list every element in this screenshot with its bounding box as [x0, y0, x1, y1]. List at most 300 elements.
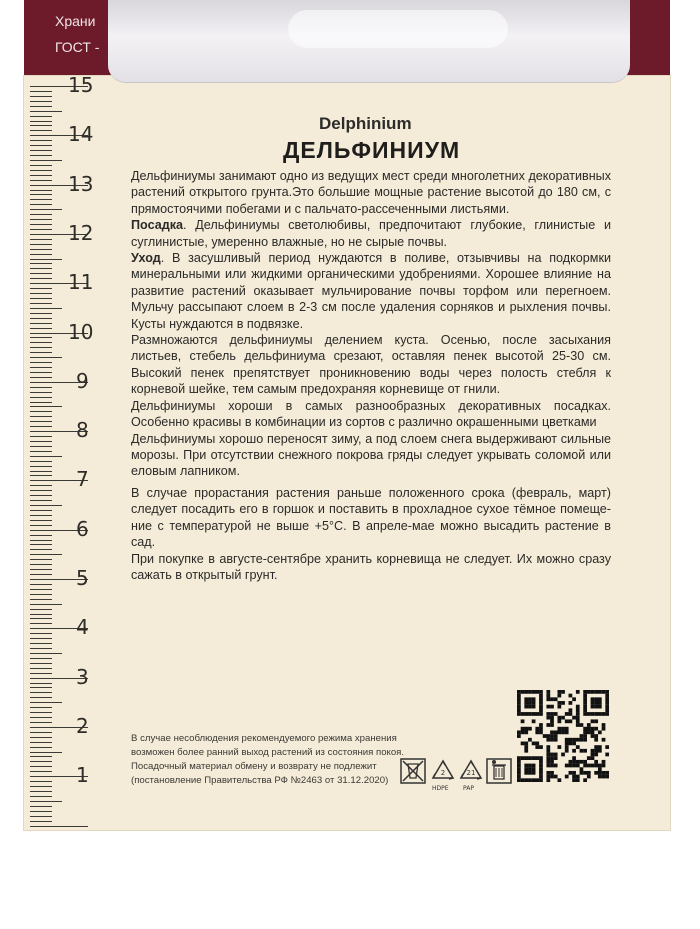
qr-module — [528, 764, 532, 768]
qr-module — [591, 730, 595, 734]
ruler-tick — [30, 347, 52, 348]
qr-module — [535, 756, 539, 760]
qr-module — [546, 745, 550, 749]
care-label: Уход — [131, 251, 161, 266]
qr-module — [521, 730, 525, 734]
qr-module — [583, 730, 587, 734]
qr-module — [554, 730, 558, 734]
qr-module — [550, 760, 554, 764]
qr-module — [565, 712, 569, 716]
qr-module — [539, 764, 543, 768]
ruler-tick — [30, 111, 62, 112]
ruler-tick — [30, 811, 52, 812]
qr-module — [594, 712, 598, 716]
qr-module — [546, 716, 550, 720]
qr-module — [591, 749, 595, 753]
qr-module — [580, 738, 584, 742]
ruler-tick — [30, 461, 52, 462]
ruler-tick — [30, 175, 52, 176]
qr-module — [535, 742, 539, 746]
qr-module — [554, 756, 558, 760]
ruler-tick — [30, 397, 52, 398]
qr-module — [550, 738, 554, 742]
ruler-tick — [30, 466, 52, 467]
description-intro: Дельфиниумы занимают одно из ведущих мест среди многолетних декоративных растений открытого грунта.Это большие мощные растение высотой до 180 см, с прямостоячими побегами и с пальчато-рассеченными листьями. — [131, 169, 611, 216]
qr-module — [605, 712, 609, 716]
sleeve-highlight — [288, 10, 508, 48]
qr-module — [521, 727, 525, 731]
qr-module — [583, 701, 587, 705]
qr-module — [583, 697, 587, 701]
qr-module — [517, 697, 521, 701]
ruler-tick — [30, 268, 52, 269]
ruler-tick — [30, 485, 52, 486]
ruler-tick — [30, 298, 52, 299]
ruler-tick — [30, 500, 52, 501]
qr-module — [521, 756, 525, 760]
qr-module — [580, 771, 584, 775]
qr-module — [602, 764, 606, 768]
qr-module — [569, 712, 573, 716]
propagation-paragraph: Размножаются дельфиниумы делением куста. Осенью, после засыхания листьев, стебель дельфиниума срезают, оставляя пенек высотой 25-30 см. Высокий пенек препятствует проникновению воды через полость стебля к корневой шейке, тем самым предохраняя корневище от гнили. — [131, 333, 611, 397]
qr-module — [532, 697, 536, 701]
qr-module — [594, 764, 598, 768]
ruler-tick — [30, 648, 52, 649]
qr-module — [602, 738, 606, 742]
ruler-tick — [30, 781, 52, 782]
ruler-tick — [30, 303, 52, 304]
ruler-tick — [30, 180, 52, 181]
ruler-tick — [30, 633, 52, 634]
qr-module — [528, 767, 532, 771]
qr-module — [565, 719, 569, 723]
qr-module — [569, 771, 573, 775]
no-glass-icon — [400, 758, 426, 784]
ruler-tick — [30, 337, 52, 338]
qr-module — [598, 749, 602, 753]
ruler-tick — [30, 771, 52, 772]
qr-module — [535, 727, 539, 731]
qr-module — [539, 760, 543, 764]
qr-module — [524, 767, 528, 771]
qr-module — [594, 734, 598, 738]
qr-module — [550, 723, 554, 727]
ruler-tick — [30, 116, 52, 117]
qr-module — [591, 756, 595, 760]
qr-module — [539, 756, 543, 760]
qr-module — [546, 705, 550, 709]
qr-module — [572, 716, 576, 720]
ruler-tick — [30, 549, 52, 550]
ruler-label: 15 — [68, 73, 94, 97]
ruler-tick — [30, 584, 52, 585]
pap-number: 21 — [466, 769, 476, 777]
qr-module — [598, 697, 602, 701]
qr-module — [565, 727, 569, 731]
ruler-tick — [30, 160, 62, 161]
ruler-tick — [30, 318, 52, 319]
qr-module — [576, 778, 580, 782]
qr-module — [528, 756, 532, 760]
qr-module — [524, 697, 528, 701]
russian-title: ДЕЛЬФИНИУМ — [283, 137, 461, 163]
ruler-tick — [30, 742, 52, 743]
qr-module — [587, 775, 591, 779]
qr-module — [591, 697, 595, 701]
qr-module — [550, 764, 554, 768]
ruler-tick — [30, 402, 52, 403]
qr-module — [524, 712, 528, 716]
ruler-tick — [30, 145, 52, 146]
qr-module — [594, 697, 598, 701]
qr-module — [535, 730, 539, 734]
ruler-tick — [30, 259, 62, 260]
qr-module — [580, 760, 584, 764]
qr-module — [539, 690, 543, 694]
ruler-tick — [30, 658, 52, 659]
care-text: . В засушливый период нуждаются в поливе, отзывчивы на подкормки минеральными или жидкими органическими удобрениями. Хорошее влияние на развитие растений оказывает мульчирование почвы торфом или перегноем. Мульчу рассыпают слоем в 2-3 см после удаления сорняков и рыхления почвы. Кусты нуждаются в подвязке. — [131, 251, 611, 331]
ruler-tick — [30, 515, 52, 516]
ruler-tick — [30, 574, 52, 575]
ruler-tick — [30, 618, 52, 619]
qr-module — [576, 775, 580, 779]
qr-module — [572, 756, 576, 760]
qr-module — [583, 727, 587, 731]
trash-bin-icon — [486, 758, 512, 784]
qr-module — [569, 738, 573, 742]
qr-module — [565, 745, 569, 749]
ruler-tick — [30, 702, 62, 703]
qr-module — [583, 771, 587, 775]
qr-module — [594, 738, 598, 742]
qr-module — [539, 745, 543, 749]
ruler-tick — [30, 140, 52, 141]
qr-module — [605, 697, 609, 701]
qr-module — [557, 716, 561, 720]
qr-module — [561, 727, 565, 731]
qr-module — [539, 723, 543, 727]
qr-module — [583, 712, 587, 716]
qr-module — [576, 705, 580, 709]
recycle-pap-icon — [458, 758, 484, 784]
ruler-tick — [30, 687, 52, 688]
qr-module — [554, 712, 558, 716]
qr-module — [572, 771, 576, 775]
qr-module — [546, 723, 550, 727]
qr-module — [572, 697, 576, 701]
ruler-tick — [30, 826, 88, 827]
ruler-tick — [30, 106, 52, 107]
ruler-tick — [30, 451, 52, 452]
early-sprouting-block — [131, 485, 611, 583]
qr-module — [605, 775, 609, 779]
qr-module — [605, 694, 609, 698]
ruler-tick — [30, 165, 52, 166]
qr-module — [605, 753, 609, 757]
qr-module — [572, 749, 576, 753]
ruler-label: 10 — [68, 319, 94, 344]
qr-module — [591, 705, 595, 709]
qr-module — [539, 771, 543, 775]
qr-module — [583, 690, 587, 694]
ruler-tick — [30, 263, 52, 264]
qr-module — [587, 730, 591, 734]
qr-module — [557, 694, 561, 698]
qr-module — [580, 767, 584, 771]
qr-module — [591, 753, 595, 757]
ruler-tick — [30, 609, 52, 610]
qr-module — [605, 705, 609, 709]
qr-module — [557, 778, 561, 782]
qr-module — [539, 727, 543, 731]
qr-module — [587, 690, 591, 694]
qr-module — [587, 756, 591, 760]
qr-module — [576, 760, 580, 764]
qr-module — [517, 690, 521, 694]
qr-module — [569, 742, 573, 746]
ruler-tick — [30, 446, 52, 447]
ruler-tick — [30, 436, 52, 437]
qr-module — [517, 778, 521, 782]
ruler-tick — [30, 244, 52, 245]
qr-module — [524, 771, 528, 775]
ruler-label: 12 — [68, 220, 94, 245]
qr-module — [524, 764, 528, 768]
qr-module — [517, 760, 521, 764]
ruler-tick — [30, 441, 52, 442]
qr-module — [546, 753, 550, 757]
qr-module — [587, 764, 591, 768]
ruler-tick — [30, 554, 62, 555]
qr-module — [557, 690, 561, 694]
qr-module — [528, 705, 532, 709]
qr-module — [521, 742, 525, 746]
qr-module — [539, 694, 543, 698]
ruler-tick — [30, 564, 52, 565]
ruler-tick — [30, 752, 62, 753]
ruler-label: 5 — [76, 566, 89, 590]
ruler-tick — [30, 288, 52, 289]
qr-module — [546, 694, 550, 698]
ruler-tick — [30, 367, 52, 368]
qr-module — [605, 690, 609, 694]
recycle-hdpe-icon — [430, 758, 456, 784]
qr-module — [524, 742, 528, 746]
ruler-tick — [30, 722, 52, 723]
ruler-tick — [30, 456, 62, 457]
ruler-tick — [30, 623, 52, 624]
qr-module — [546, 756, 550, 760]
ruler-tick — [30, 471, 52, 472]
purchase-advice-text: При покупке в августе-сентябре хранить корневища не следует. Их можно сразу сажать в открытый грунт. — [131, 551, 611, 583]
ruler-label: 4 — [76, 615, 89, 640]
qr-module — [583, 778, 587, 782]
qr-module — [605, 771, 609, 775]
ruler-tick — [30, 91, 52, 92]
qr-module — [602, 723, 606, 727]
ruler-tick — [30, 387, 52, 388]
qr-module — [557, 701, 561, 705]
qr-module — [550, 705, 554, 709]
qr-module — [594, 771, 598, 775]
qr-module — [517, 694, 521, 698]
qr-module — [546, 712, 550, 716]
qr-module — [583, 738, 587, 742]
ruler-tick — [30, 194, 52, 195]
qr-module — [598, 712, 602, 716]
qr-module — [576, 708, 580, 712]
ruler-tick — [30, 357, 62, 358]
qr-module — [587, 727, 591, 731]
band-text-line2: ГОСТ - — [55, 39, 100, 55]
ruler-tick — [30, 569, 52, 570]
qr-module — [532, 767, 536, 771]
qr-module — [546, 764, 550, 768]
qr-module — [591, 719, 595, 723]
ruler-tick — [30, 668, 52, 669]
qr-module — [535, 690, 539, 694]
ruler-tick — [30, 377, 52, 378]
qr-module — [550, 712, 554, 716]
ruler-tick — [30, 411, 52, 412]
description-block — [131, 168, 611, 480]
qr-module — [572, 742, 576, 746]
qr-module — [550, 753, 554, 757]
ruler-tick — [30, 150, 52, 151]
ruler-tick — [30, 821, 52, 822]
planting-paragraph — [131, 217, 611, 250]
qr-module — [543, 734, 547, 738]
qr-module — [569, 701, 573, 705]
qr-module — [572, 760, 576, 764]
hdpe-number: 2 — [440, 769, 446, 777]
ruler-tick — [30, 273, 52, 274]
qr-module — [550, 734, 554, 738]
qr-module — [598, 764, 602, 768]
qr-module — [561, 730, 565, 734]
qr-module — [532, 764, 536, 768]
qr-module — [576, 745, 580, 749]
qr-module — [554, 753, 558, 757]
qr-code[interactable] — [517, 690, 609, 782]
qr-module — [561, 716, 565, 720]
qr-module — [524, 705, 528, 709]
qr-module — [550, 716, 554, 720]
ruler-tick — [30, 293, 52, 294]
qr-module — [550, 697, 554, 701]
qr-module — [517, 767, 521, 771]
qr-module — [539, 712, 543, 716]
qr-module — [517, 756, 521, 760]
ruler-tick — [30, 756, 52, 757]
qr-module — [557, 705, 561, 709]
qr-module — [583, 760, 587, 764]
ruler-tick — [30, 638, 52, 639]
qr-module — [572, 738, 576, 742]
qr-module — [587, 723, 591, 727]
ruler-tick — [30, 801, 62, 802]
qr-module — [546, 778, 550, 782]
qr-module — [528, 712, 532, 716]
qr-module — [528, 771, 532, 775]
ruler-tick — [30, 416, 52, 417]
qr-module — [557, 730, 561, 734]
ruler-label: 11 — [68, 270, 94, 295]
qr-module — [521, 778, 525, 782]
qr-module — [528, 738, 532, 742]
ruler-tick — [30, 249, 52, 250]
qr-module — [565, 738, 569, 742]
ruler-tick — [30, 204, 52, 205]
qr-module — [517, 775, 521, 779]
qr-module — [550, 719, 554, 723]
ruler-tick — [30, 219, 52, 220]
planting-label: Посадка — [131, 218, 184, 233]
ruler-tick — [30, 125, 52, 126]
qr-module — [539, 701, 543, 705]
qr-module — [594, 719, 598, 723]
ruler-tick — [30, 308, 62, 309]
ruler-label: 7 — [76, 467, 89, 492]
qr-module — [532, 771, 536, 775]
qr-module — [521, 712, 525, 716]
ruler-label: 8 — [76, 418, 89, 443]
qr-module — [550, 775, 554, 779]
ruler-tick — [30, 426, 52, 427]
qr-module — [517, 701, 521, 705]
qr-module — [532, 778, 536, 782]
ruler-tick — [30, 155, 52, 156]
qr-module — [550, 771, 554, 775]
ruler-tick — [30, 540, 52, 541]
ruler-tick — [30, 535, 52, 536]
qr-module — [524, 749, 528, 753]
ruler-label: 1 — [76, 763, 89, 788]
qr-module — [580, 734, 584, 738]
ruler-tick — [30, 544, 52, 545]
qr-module — [598, 690, 602, 694]
qr-module — [598, 775, 602, 779]
qr-module — [532, 712, 536, 716]
qr-module — [539, 697, 543, 701]
qr-module — [602, 727, 606, 731]
ruler-tick — [30, 170, 52, 171]
qr-module — [535, 778, 539, 782]
ruler-tick — [30, 372, 52, 373]
footer-line3: Посадочный материал обмену и возврату не подлежит — [131, 761, 377, 772]
ruler — [24, 73, 96, 830]
ruler-tick — [30, 495, 52, 496]
ruler-label: 3 — [76, 664, 89, 689]
qr-module — [602, 760, 606, 764]
ruler-tick — [30, 490, 52, 491]
ruler-tick — [30, 761, 52, 762]
ruler-tick — [30, 614, 52, 615]
ruler-tick — [30, 328, 52, 329]
qr-module — [532, 742, 536, 746]
ruler-tick — [30, 786, 52, 787]
qr-module — [598, 701, 602, 705]
ruler-tick — [30, 229, 52, 230]
qr-module — [605, 701, 609, 705]
qr-module — [524, 745, 528, 749]
qr-module — [561, 753, 565, 757]
qr-module — [565, 730, 569, 734]
ruler-tick — [30, 352, 52, 353]
qr-module — [569, 694, 573, 698]
qr-module — [576, 719, 580, 723]
qr-module — [572, 775, 576, 779]
